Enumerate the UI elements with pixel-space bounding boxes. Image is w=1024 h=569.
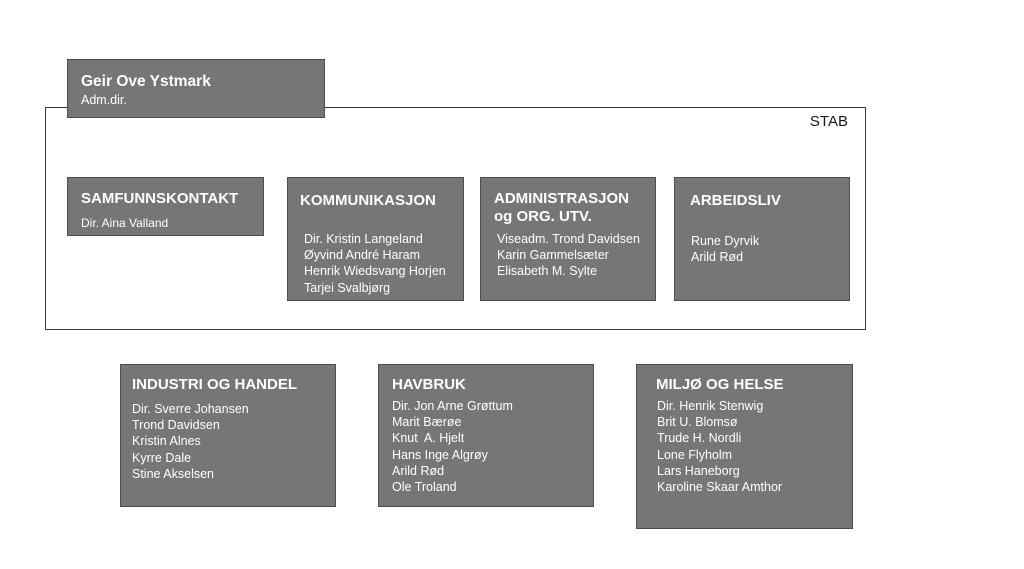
dept-people (132, 401, 249, 482)
unit-title (690, 192, 781, 210)
unit-arbeidsliv (674, 177, 850, 301)
unit-title (81, 190, 238, 208)
stab-label: STAB (809, 113, 848, 130)
dept-havbruk (378, 364, 594, 507)
person-name: Stine Akselsen (132, 466, 214, 481)
person-name: Marit Bærøe (392, 415, 462, 430)
dept-title (656, 376, 784, 394)
person-name: Elisabeth M. Sylte (497, 264, 598, 279)
person-name: Trond Davidsen (132, 418, 220, 433)
person-name: Lars Haneborg (657, 463, 740, 478)
person-name: Kyrre Dale (132, 450, 192, 465)
person-name: Karoline Skaar Amthor (657, 480, 783, 495)
person-name: Brit U. Blomsø (657, 415, 738, 430)
unit-title-line: ADMINISTRASJON (494, 190, 630, 207)
person-name: Trude H. Nordli (657, 431, 742, 446)
dept-title (392, 376, 466, 394)
dept-title-line: MILJØ OG HELSE (656, 376, 784, 393)
person-name: Ole Troland (392, 480, 457, 495)
person-name: Viseadm. Trond Davidsen (497, 232, 640, 246)
dept-title-line: HAVBRUK (392, 376, 466, 393)
dept-title-line: INDUSTRI OG HANDEL (132, 376, 297, 393)
person-name: Knut A. Hjelt (392, 431, 465, 446)
unit-title-line: og ORG. UTV. (494, 208, 592, 225)
dept-title (132, 376, 297, 394)
person-name: Dir. Kristin Langeland (304, 232, 423, 246)
person-name: Arild Rød (691, 250, 744, 265)
unit-title-line: KOMMUNIKASJON (300, 192, 436, 209)
unit-title-line: SAMFUNNSKONTAKT (81, 190, 239, 207)
person-name: Tarjei Svalbjørg (304, 280, 391, 295)
unit-title (494, 190, 629, 226)
ceo-box (67, 59, 325, 118)
person-name: Kristin Alnes (132, 434, 201, 449)
dept-miljo-og-helse (636, 364, 853, 529)
person-name: Hans Inge Algrøy (392, 447, 488, 462)
unit-title (300, 192, 436, 210)
dept-industri-og-handel (120, 364, 336, 507)
dept-people (392, 398, 513, 495)
unit-samfunnskontakt (67, 177, 264, 236)
person-name: Arild Rød (392, 463, 445, 478)
person-name: Lone Flyholm (657, 447, 733, 462)
person-name: Henrik Wiedsvang Horjen (304, 264, 446, 279)
dept-people (657, 398, 782, 495)
unit-title-line: ARBEIDSLIV (690, 192, 781, 209)
unit-people (304, 231, 446, 296)
person-name: Dir. Henrik Stenwig (657, 399, 764, 413)
person-name: Dir. Sverre Johansen (132, 402, 249, 416)
person-name: Dir. Jon Arne Grøttum (392, 399, 513, 413)
person-name: Dir. Aina Valland (81, 216, 169, 230)
person-name: Øyvind André Haram (304, 248, 421, 263)
person-name: Rune Dyrvik (691, 234, 760, 248)
unit-people (691, 233, 759, 265)
person-name: Karin Gammelsæter (497, 248, 609, 263)
unit-administrasjon (480, 177, 656, 301)
ceo-role: Adm.dir. (81, 93, 127, 107)
unit-kommunikasjon (287, 177, 464, 301)
unit-people (81, 215, 168, 231)
ceo-name: Geir Ove Ystmark (81, 73, 211, 90)
unit-people (497, 231, 640, 280)
